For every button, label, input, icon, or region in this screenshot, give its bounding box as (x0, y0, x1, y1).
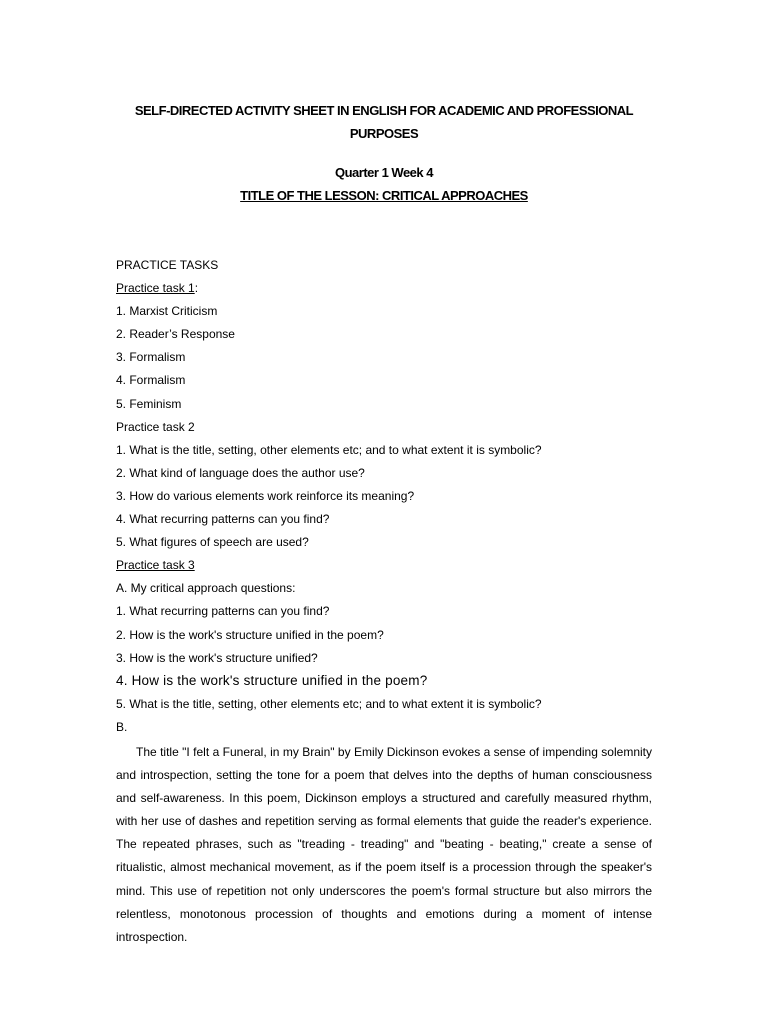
list-item: 2. What kind of language does the author use? (116, 465, 365, 480)
part-b-label: B. (116, 719, 128, 734)
list-item: 1. What is the title, setting, other elements etc; and to what extent it is symbolic? (116, 442, 542, 457)
document-title-line2: PURPOSES (349, 126, 419, 141)
list-item: 3. Formalism (116, 350, 186, 365)
practice-task1-label: Practice task 1 (116, 281, 195, 296)
list-item: 3. How do various elements work reinforce its meaning? (116, 488, 415, 503)
list-item: 3. How is the work's structure unified? (116, 650, 318, 665)
list-item: 2. How is the work's structure unified in the poem? (116, 627, 384, 642)
lesson-title-heading: TITLE OF THE LESSON: CRITICAL APPROACHES (240, 188, 528, 203)
practice-task1-heading (116, 279, 652, 302)
list-item: 5. What is the title, setting, other elements etc; and to what extent it is symbolic? (116, 696, 542, 711)
list-item: 1. What recurring patterns can you find? (116, 604, 330, 619)
list-item: 1. Marxist Criticism (116, 304, 218, 319)
practice-tasks-section (116, 256, 652, 741)
practice-task2-heading: Practice task 2 (116, 419, 195, 434)
list-item: 5. What figures of speech are used? (116, 535, 309, 550)
list-item: 4. What recurring patterns can you find? (116, 512, 330, 527)
list-item: 2. Reader’s Response (116, 327, 235, 342)
part-a-label: A. My critical approach questions: (116, 581, 296, 596)
list-item: 5. Feminism (116, 396, 182, 411)
practice-task1-suffix: : (194, 281, 199, 296)
practice-task3-heading: Practice task 3 (116, 558, 195, 573)
list-item: 4. Formalism (116, 373, 186, 388)
part-b-paragraph: The title "I felt a Funeral, in my Brain" by Emily Dickinson evokes a sense of impending solemnity and introspection, setting the tone for a poem that delves into the depths of human consciousness and self-awareness. In this poem, Dickinson employs a structured and carefully measured rhythm, with her use of dashes and repetition serving as formal elements that guide the reader's experience. The repeated phrases, such as "treading - treading" and "beating - beating," create a sense of ritualistic, almost mechanical movement, as if the poem itself is a procession through the speaker's mind. This use of repetition not only underscores the poem's formal structure but also mirrors the relentless, monotonous procession of thoughts and emotions during a moment of intense introspection. (116, 745, 652, 944)
quarter-week-heading: Quarter 1 Week 4 (335, 165, 433, 180)
document-title-line1: SELF-DIRECTED ACTIVITY SHEET IN ENGLISH FOR ACADEMIC AND PROFESSIONAL (134, 103, 634, 118)
practice-tasks-heading: PRACTICE TASKS (116, 258, 219, 272)
list-item: 4. How is the work's structure unified in the poem? (116, 672, 428, 688)
